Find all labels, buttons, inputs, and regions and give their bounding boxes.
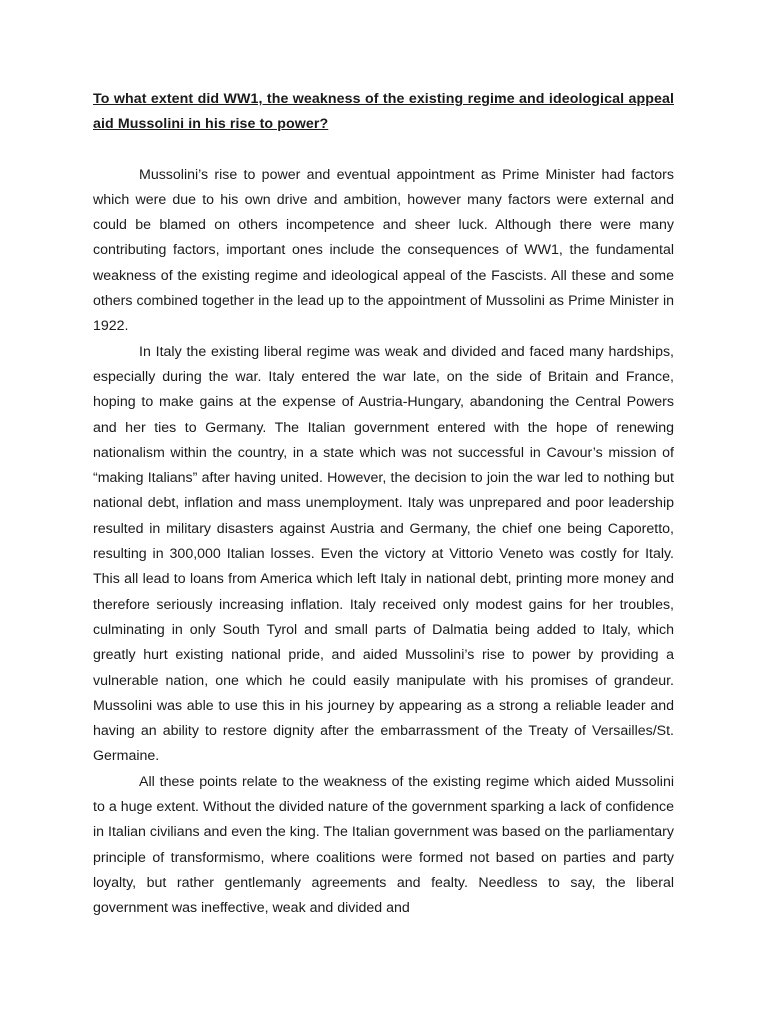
essay-title: To what extent did WW1, the weakness of the existing regime and ideological appeal aid Mussolini in his rise to power? <box>93 91 674 133</box>
paragraph-weakness: All these points relate to the weakness of the existing regime which aided Mussolini to a huge extent. Without the divided nature of the government sparking a lack of confidence in Italian civilians and even the king. The Italian government was based on the parliamentary principle of transformismo, where coalitions were formed not based on parties and party loyalty, but rather gentlemanly agreements and fealty. Needless to say, the liberal government was ineffective, weak and divided and <box>93 773 674 917</box>
paragraph-intro: Mussolini’s rise to power and eventual appointment as Prime Minister had factors which were due to his own drive and ambition, however many factors were external and could be blamed on others incompetence and sheer luck. Although there were many contributing factors, important ones include the consequences of WW1, the fundamental weakness of the existing regime and ideological appeal of the Fascists. All these and some others combined together in the lead up to the appointment of Mussolini as Prime Minister in 1922. <box>93 166 674 335</box>
document-page <box>93 87 674 922</box>
paragraph-liberal-regime: In Italy the existing liberal regime was weak and divided and faced many hardships, especially during the war. Italy entered the war late, on the side of Britain and France, hoping to make gains at the expense of Austria-Hungary, abandoning the Central Powers and her ties to Germany. The Italian government entered with the hope of renewing nationalism within the country, in a state which was not successful in Cavour’s mission of “making Italians” after having united. However, the decision to join the war led to nothing but national debt, inflation and mass unemployment. Italy was unprepared and poor leadership resulted in military disasters against Austria and Germany, the chief one being Caporetto, resulting in 300,000 Italian losses. Even the victory at Vittorio Veneto was costly for Italy. This all lead to loans from America which left Italy in national debt, printing more money and therefore seriously increasing inflation. Italy received only modest gains for her troubles, culminating in only South Tyrol and small parts of Dalmatia being added to Italy, which greatly hurt existing national pride, and aided Mussolini’s rise to power by providing a vulnerable nation, one which he could easily manipulate with his promises of grandeur. Mussolini was able to use this in his journey by appearing as a strong a reliable leader and having an ability to restore dignity after the embarrassment of the Treaty of Versailles/St. Germaine. <box>93 343 674 765</box>
